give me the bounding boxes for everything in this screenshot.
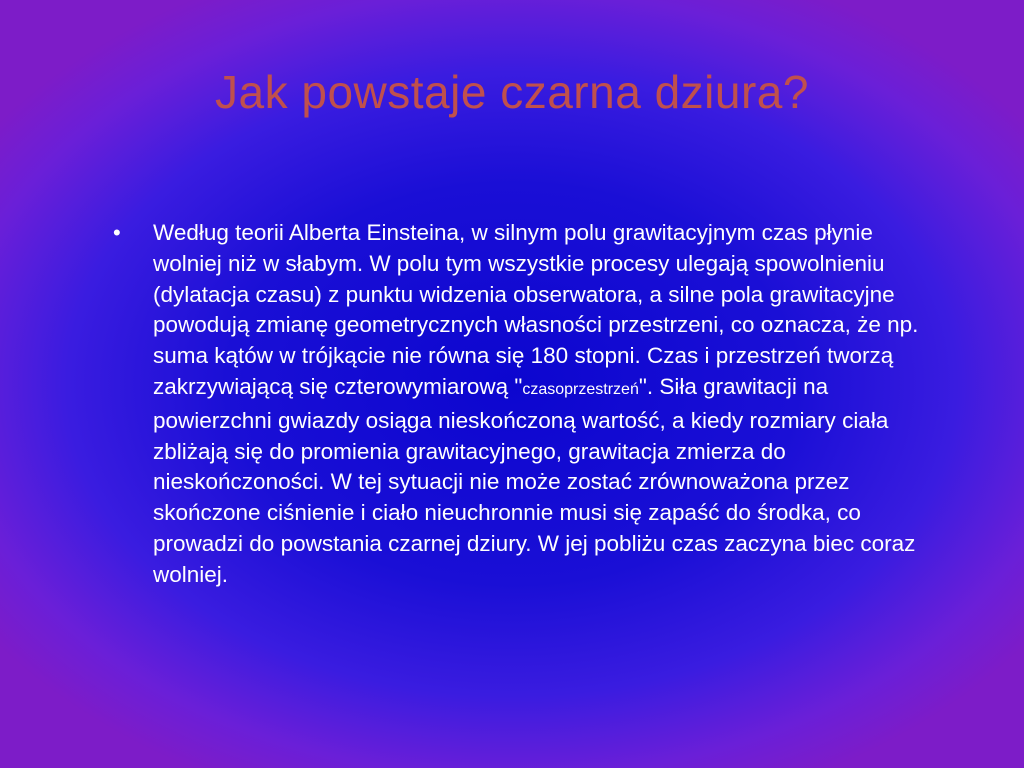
slide-content [110, 218, 925, 591]
bullet-paragraph [110, 218, 925, 591]
slide-title: Jak powstaje czarna dziura? [215, 66, 809, 118]
paragraph-text-part2: ". Siła grawitacji na powierzchni gwiazdy osiąga nieskończoną wartość, a kiedy rozmiary ciała zbliżają się do promienia grawitacyjnego, grawitacja zmierza do nieskończoności. W tej sytuacji nie może zostać zrównoważona przez skończone ciśnienie i ciało nieuchronnie musi się zapaść do środka, co prowadzi do powstania czarnej dziury. W jej pobliżu czas zaczyna biec coraz wolniej. [153, 373, 916, 587]
paragraph-text-part1: Według teorii Alberta Einsteina, w silnym polu grawitacyjnym czas płynie wolniej niż w słabym. W polu tym wszystkie procesy ulegają spowolnieniu (dylatacja czasu) z punktu widzenia obserwatora, a silne pola grawitacyjne powodują zmianę geometrycznych własności przestrzeni, co oznacza, że np. suma kątów w trójkącie nie równa się 180 stopni. Czas i przestrzeń tworzą zakrzywiającą się czterowymiarową " [153, 220, 919, 399]
paragraph-small-word: czasoprzestrzeń [522, 380, 639, 398]
bullet-icon: • [113, 220, 121, 245]
